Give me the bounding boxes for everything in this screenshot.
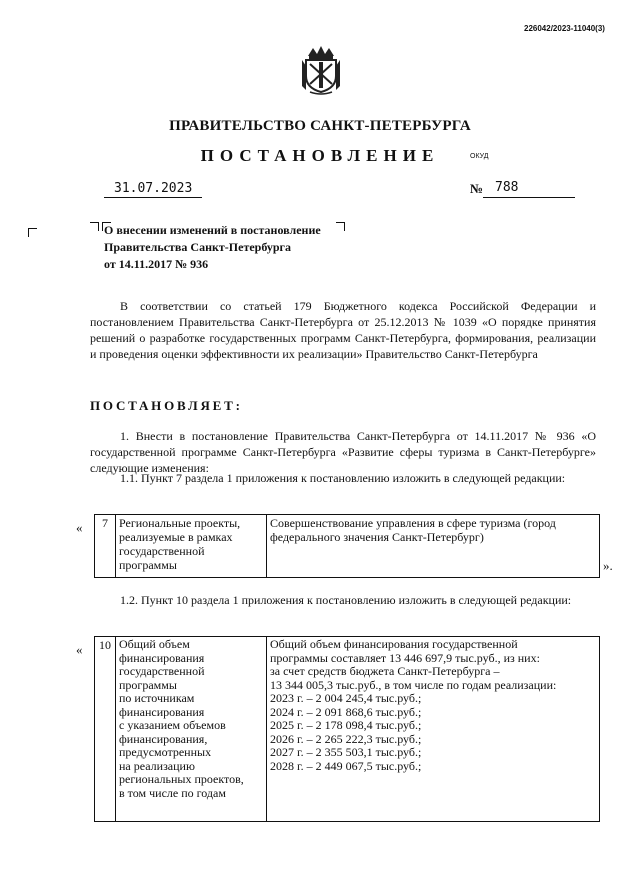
table-2-value <box>267 637 600 822</box>
subject-bracket-right <box>336 222 345 231</box>
label-line: региональных проектов, <box>119 772 244 786</box>
subject-line: от 14.11.2017 № 936 <box>104 257 209 271</box>
intro-paragraph <box>90 298 596 362</box>
label-line: программы <box>119 677 177 692</box>
subject-bracket-left <box>90 222 99 231</box>
value-line: 13 344 005,3 тыс.руб., в том числе по годам реализации: <box>270 677 557 692</box>
number-underline <box>483 197 575 198</box>
document-registration-number: 226042/2023-11040(3) <box>524 24 605 33</box>
date-underline <box>104 197 202 198</box>
value-line: 2023 г. – 2 004 245,4 тыс.руб.; <box>270 691 422 705</box>
value-line: 2027 г. – 2 355 503,1 тыс.руб.; <box>270 745 422 759</box>
label-line: по источникам <box>119 691 195 705</box>
table-2-number: 10 <box>95 637 116 822</box>
item-1-2-text: 1.2. Пункт 10 раздела 1 приложения к постановлению изложить в следующей редакции: <box>120 593 572 607</box>
item-1-2-paragraph <box>90 592 596 608</box>
value-line: 2025 г. – 2 178 098,4 тыс.руб.; <box>270 718 422 732</box>
decrees-heading: ПОСТАНОВЛЯЕТ: <box>90 398 243 413</box>
label-line: Общий объем <box>119 637 190 651</box>
label-line: в том числе по годам <box>119 785 226 800</box>
table-row <box>95 637 600 822</box>
label-line: финансирования, <box>119 731 208 746</box>
document-number: 788 <box>495 180 519 195</box>
value-line: программы составляет 13 446 697,9 тыс.руб., из них: <box>270 650 540 665</box>
table-1-number: 7 <box>95 515 116 578</box>
label-line: государственной <box>119 664 205 678</box>
table-1 <box>94 514 600 578</box>
label-line: с указанием объемов <box>119 718 226 732</box>
value-line: за счет средств бюджета Санкт-Петербурга – <box>270 664 500 678</box>
table-1-label: Региональные проекты, реализуемые в рамках государственной программы <box>116 515 267 578</box>
table-2 <box>94 636 600 822</box>
document-subject <box>104 222 321 273</box>
value-line: Общий объем финансирования государственной <box>270 637 518 651</box>
okud-label: ОКУД <box>470 153 489 160</box>
government-name: ПРАВИТЕЛЬСТВО САНКТ-ПЕТЕРБУРГА <box>169 118 471 134</box>
number-sign: № <box>470 181 484 196</box>
table-1-open-quote: « <box>76 520 83 535</box>
document-type-title: ПОСТАНОВЛЕНИЕ <box>200 146 440 165</box>
label-line: финансирования <box>119 650 205 665</box>
item-1-1-text: 1.1. Пункт 7 раздела 1 приложения к постановлению изложить в следующей редакции: <box>120 471 566 485</box>
left-margin-mark <box>28 228 37 237</box>
table-2-label <box>116 637 267 822</box>
label-line: финансирования <box>119 704 205 719</box>
subject-line: О внесении изменений в постановление <box>104 223 321 237</box>
value-line: 2026 г. – 2 265 222,3 тыс.руб.; <box>270 731 422 746</box>
document-date: 31.07.2023 <box>114 181 193 196</box>
coat-of-arms-emblem <box>300 42 342 96</box>
subject-line: Правительства Санкт-Петербурга <box>104 240 292 254</box>
item-1-1-paragraph <box>90 470 596 486</box>
item-1-paragraph <box>90 428 596 476</box>
table-1-close-quote: ». <box>603 558 613 573</box>
label-line: предусмотренных <box>119 745 212 759</box>
value-line: 2028 г. – 2 449 067,5 тыс.руб.; <box>270 758 422 773</box>
table-row <box>95 515 600 578</box>
value-line: 2024 г. – 2 091 868,6 тыс.руб.; <box>270 704 422 719</box>
table-1-value: Совершенствование управления в сфере туризма (город федерального значения Санкт-Петербург) <box>267 515 600 578</box>
item-1-text: 1. Внести в постановление Правительства Санкт-Петербурга от 14.11.2017 № 936 «О государственной программе Санкт-Петербурга «Развитие сферы туризма в Санкт-Петербурге» следующие изменения: <box>90 429 596 475</box>
table-2-open-quote: « <box>76 642 83 657</box>
label-line: на реализацию <box>119 758 195 773</box>
intro-text: В соответствии со статьей 179 Бюджетного кодекса Российской Федерации и постановлением Правительства Санкт-Петербурга от 25.12.2013 № 1039 «О порядке принятия решений о разработке государственных программ Санкт-Петербурга, формирования, реализации и проведения оценки эффективности их реализации» Правительство Санкт-Петербурга <box>90 299 596 361</box>
